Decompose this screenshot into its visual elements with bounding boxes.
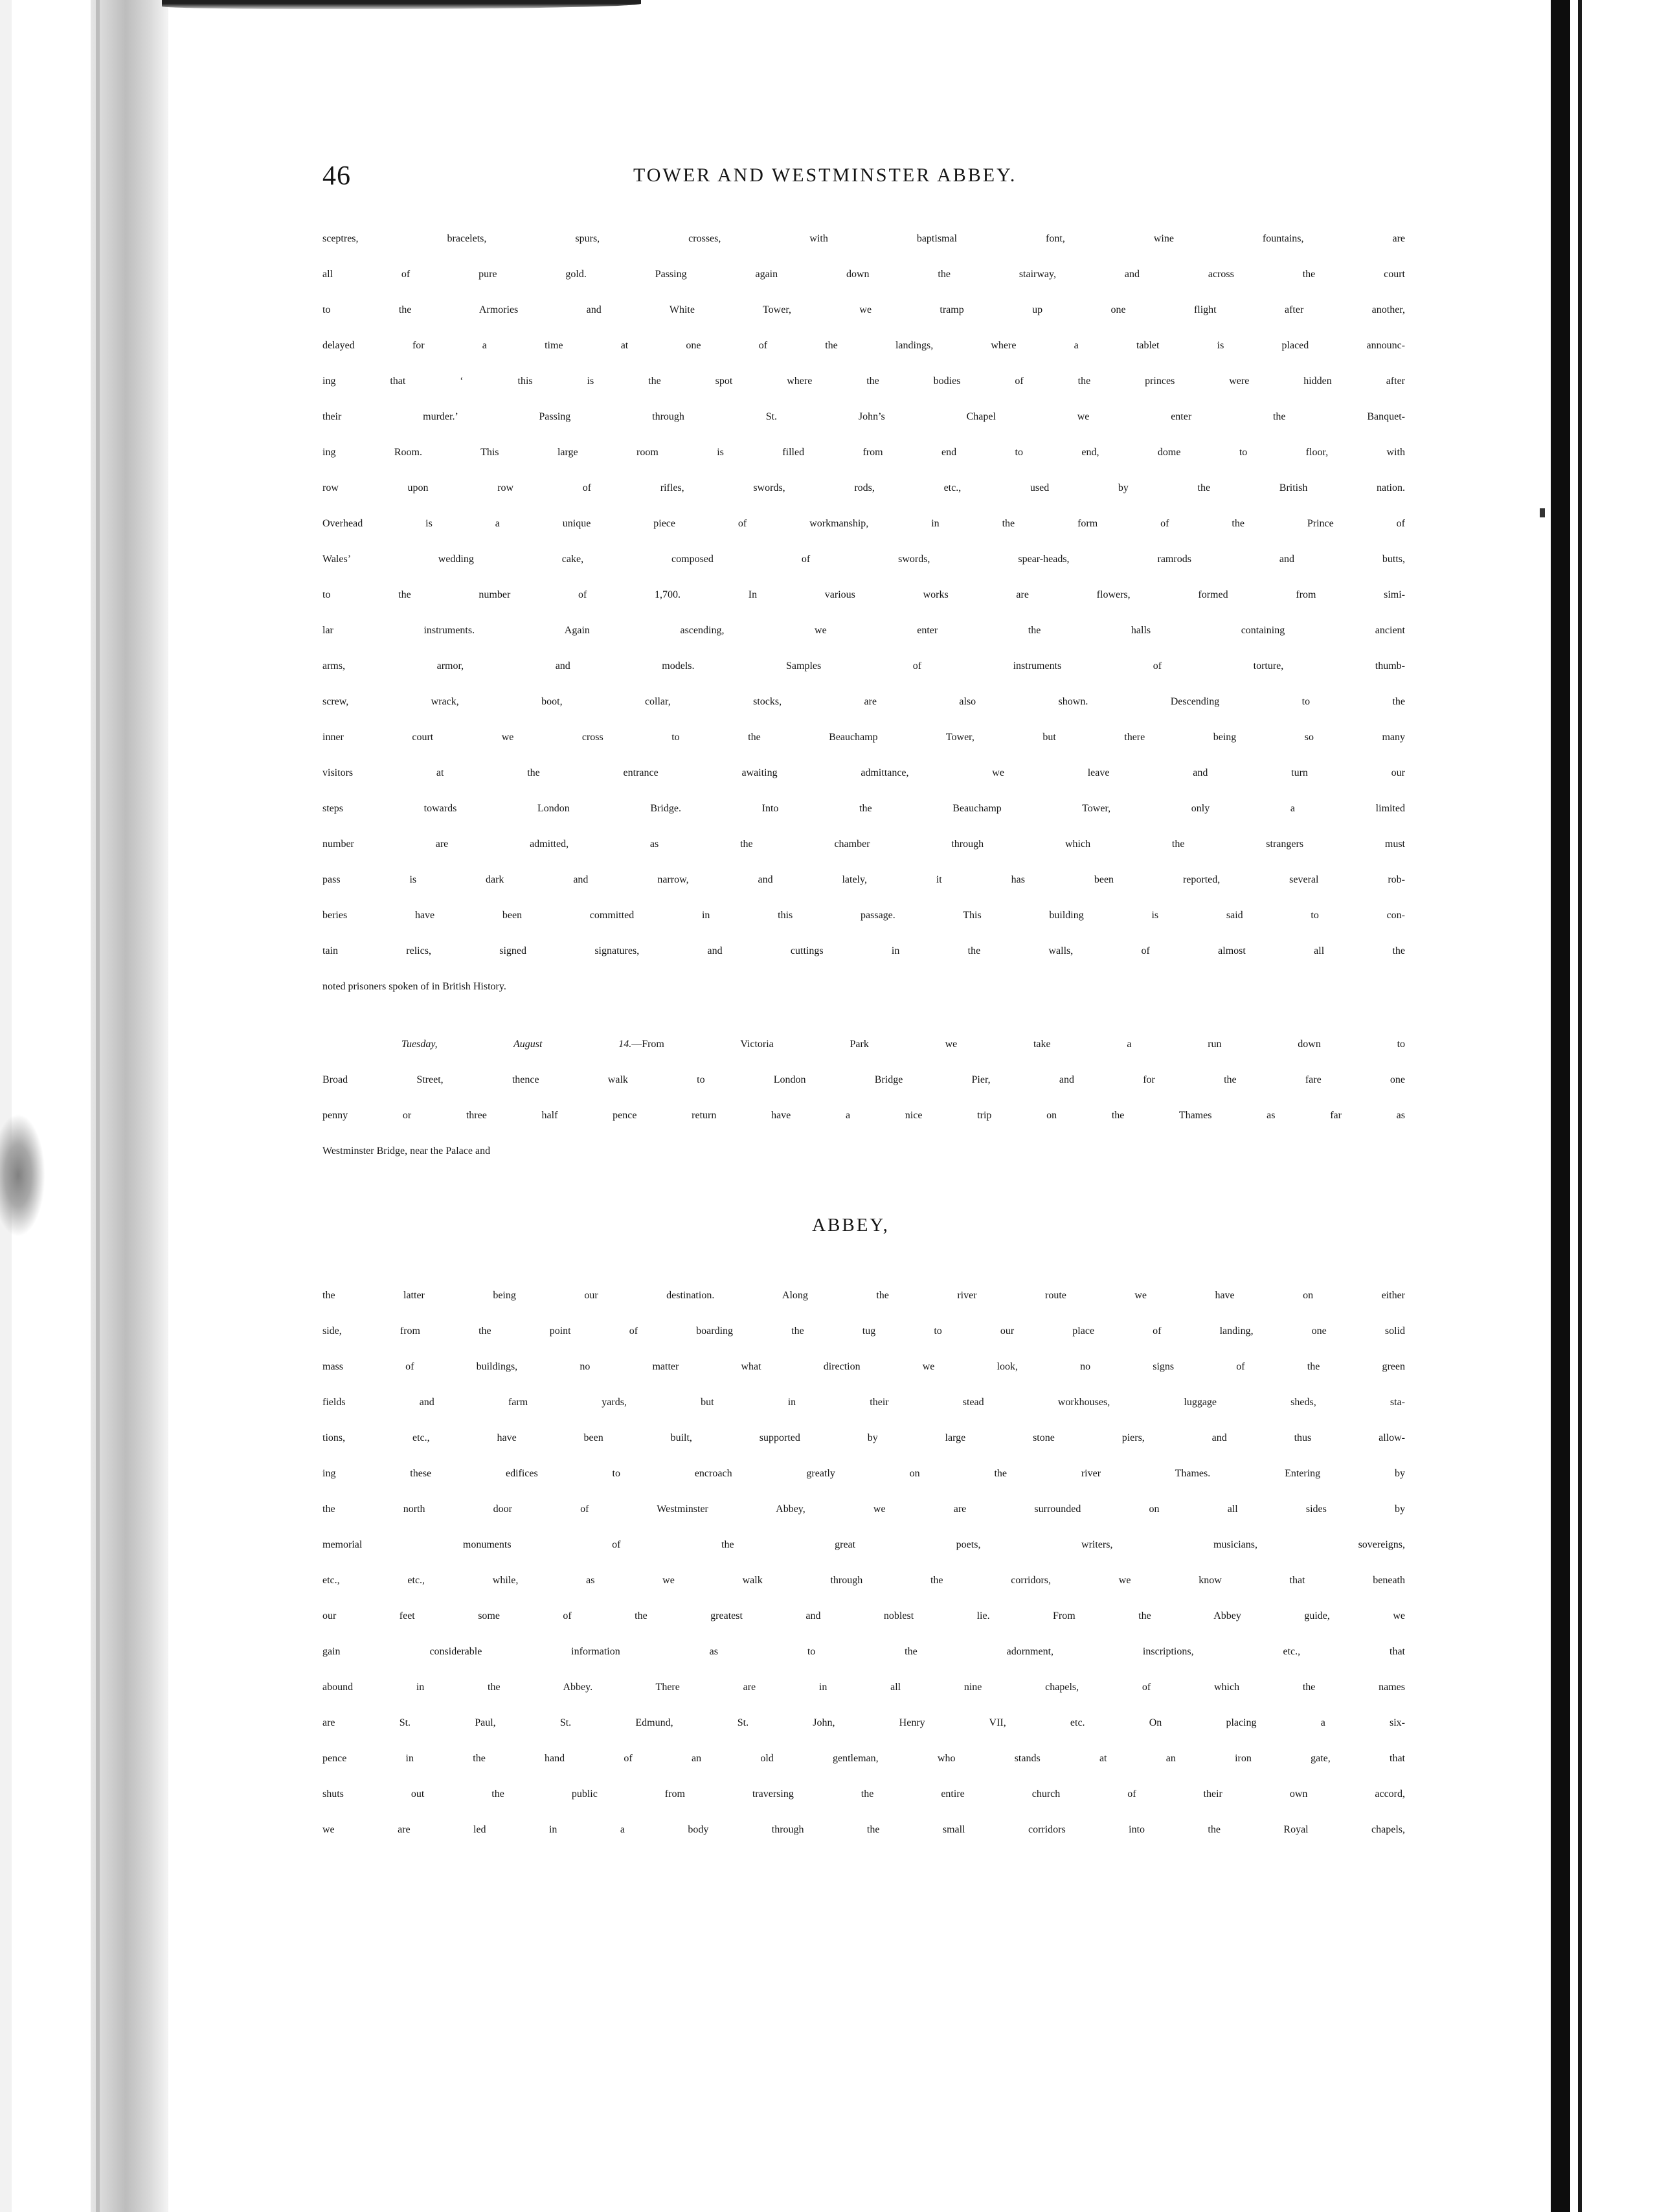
diary-date: Tuesday, August 14. — [401, 1039, 632, 1050]
text-line: number are admitted, as the chamber through which the strangers must — [322, 839, 1405, 850]
text-line: lar instruments. Again ascending, we enter the halls containing ancient — [322, 625, 1405, 636]
binding-gutter-shadow — [91, 0, 168, 2212]
text-line: steps towards London Bridge. Into the Beauchamp Tower, only a limited — [322, 803, 1405, 814]
text-line: pass is dark and narrow, and lately, it has been reported, several rob- — [322, 874, 1405, 885]
text-line: to the Armories and White Tower, we tramp up one flight after another, — [322, 304, 1405, 315]
text-line: the north door of Westminster Abbey, we are surrounded on all sides by — [322, 1504, 1405, 1515]
scan-top-artifact — [162, 0, 641, 9]
running-head — [322, 161, 1405, 199]
text-line: tain relics, signed signatures, and cuttings in the walls, of almost all the — [322, 945, 1405, 956]
text-line: visitors at the entrance awaiting admittance, we leave and turn our — [322, 767, 1405, 778]
paragraph-abbey — [322, 1290, 1405, 1860]
text-line: memorial monuments of the great poets, writers, musicians, sovereigns, — [322, 1539, 1405, 1550]
text-line: the latter being our destination. Along the river route we have on either — [322, 1290, 1405, 1301]
text-line: ing these edifices to encroach greatly on the river Thames. Entering by — [322, 1468, 1405, 1479]
text-line: we are led in a body through the small corridors into the Royal chapels, — [322, 1824, 1405, 1835]
text-line: mass of buildings, no matter what direction we look, no signs of the green — [322, 1361, 1405, 1372]
text-line: shuts out the public from traversing the entire church of their own accord, — [322, 1789, 1405, 1800]
scan-smudge — [0, 1114, 45, 1237]
text-line: their murder.’ Passing through St. John’s Chapel we enter the Banquet- — [322, 411, 1405, 422]
text-line: Broad Street, thence walk to London Bridge Pier, and for the fare one — [322, 1074, 1405, 1085]
text-line: tions, etc., have been built, supported by large stone piers, and thus allow- — [322, 1432, 1405, 1443]
scan-right-line — [1578, 0, 1582, 2212]
scan-right-border — [1551, 0, 1570, 2212]
book-page — [322, 161, 1405, 1860]
text-line: ing Room. This large room is filled from end to end, dome to floor, with — [322, 447, 1405, 458]
text-line: Westminster Bridge, near the Palace and — [322, 1146, 491, 1157]
text-line: all of pure gold. Passing again down the stairway, and across the court — [322, 269, 1405, 280]
text-line: side, from the point of boarding the tug to our place of landing, one solid — [322, 1326, 1405, 1337]
text-line: noted prisoners spoken of in British History. — [322, 981, 506, 992]
text-line: inner court we cross to the Beauchamp Tower, but there being so many — [322, 732, 1405, 743]
scan-left-edge — [0, 0, 12, 2212]
text-line: abound in the Abbey. There are in all nine chapels, of which the names — [322, 1682, 1405, 1693]
text-line: Wales’ wedding cake, composed of swords, spear-heads, ramrods and butts, — [322, 554, 1405, 565]
paragraph-tuesday — [322, 1039, 1405, 1181]
paragraph-tower-continued — [322, 233, 1405, 1017]
text-line: beries have been committed in this passage. This building is said to con- — [322, 910, 1405, 921]
text-line: sceptres, bracelets, spurs, crosses, with baptismal font, wine fountains, are — [322, 233, 1405, 244]
text-line: fields and farm yards, but in their stead workhouses, luggage sheds, sta- — [322, 1397, 1405, 1408]
text-line — [322, 1039, 1405, 1074]
text-line: screw, wrack, boot, collar, stocks, are also shown. Descending to the — [322, 696, 1405, 707]
text-line: arms, armor, and models. Samples of instruments of torture, thumb- — [322, 660, 1405, 672]
text-line: pence in the hand of an old gentleman, who stands at an iron gate, that — [322, 1753, 1405, 1764]
running-title: TOWER AND WESTMINSTER ABBEY. — [633, 164, 1017, 186]
text-line: ing that ‘ this is the spot where the bodies of the princes were hidden after — [322, 376, 1405, 387]
scan-right-margin — [1570, 0, 1655, 2212]
page-number: 46 — [322, 161, 351, 191]
binding-gutter-line — [96, 0, 100, 2212]
text-line: Overhead is a unique piece of workmanship, in the form of the Prince of — [322, 518, 1405, 529]
text-fragment: —From Victoria Park we take a run down to — [631, 1039, 1405, 1050]
text-line: penny or three half pence return have a nice trip on the Thames as far as — [322, 1110, 1405, 1121]
text-line: etc., etc., while, as we walk through the corridors, we know that beneath — [322, 1575, 1405, 1586]
text-line: row upon row of rifles, swords, rods, etc., used by the British nation. — [322, 482, 1405, 493]
text-line: delayed for a time at one of the landings, where a tablet is placed announc- — [322, 340, 1405, 351]
section-subheading: ABBEY, — [812, 1215, 890, 1236]
text-line: are St. Paul, St. Edmund, St. John, Henry VII, etc. On placing a six- — [322, 1717, 1405, 1728]
text-line: gain considerable information as to the adornment, inscriptions, etc., that — [322, 1646, 1405, 1657]
text-line: to the number of 1,700. In various works are flowers, formed from simi- — [322, 589, 1405, 600]
margin-mark — [1540, 508, 1545, 517]
text-line: our feet some of the greatest and noblest lie. From the Abbey guide, we — [322, 1610, 1405, 1621]
